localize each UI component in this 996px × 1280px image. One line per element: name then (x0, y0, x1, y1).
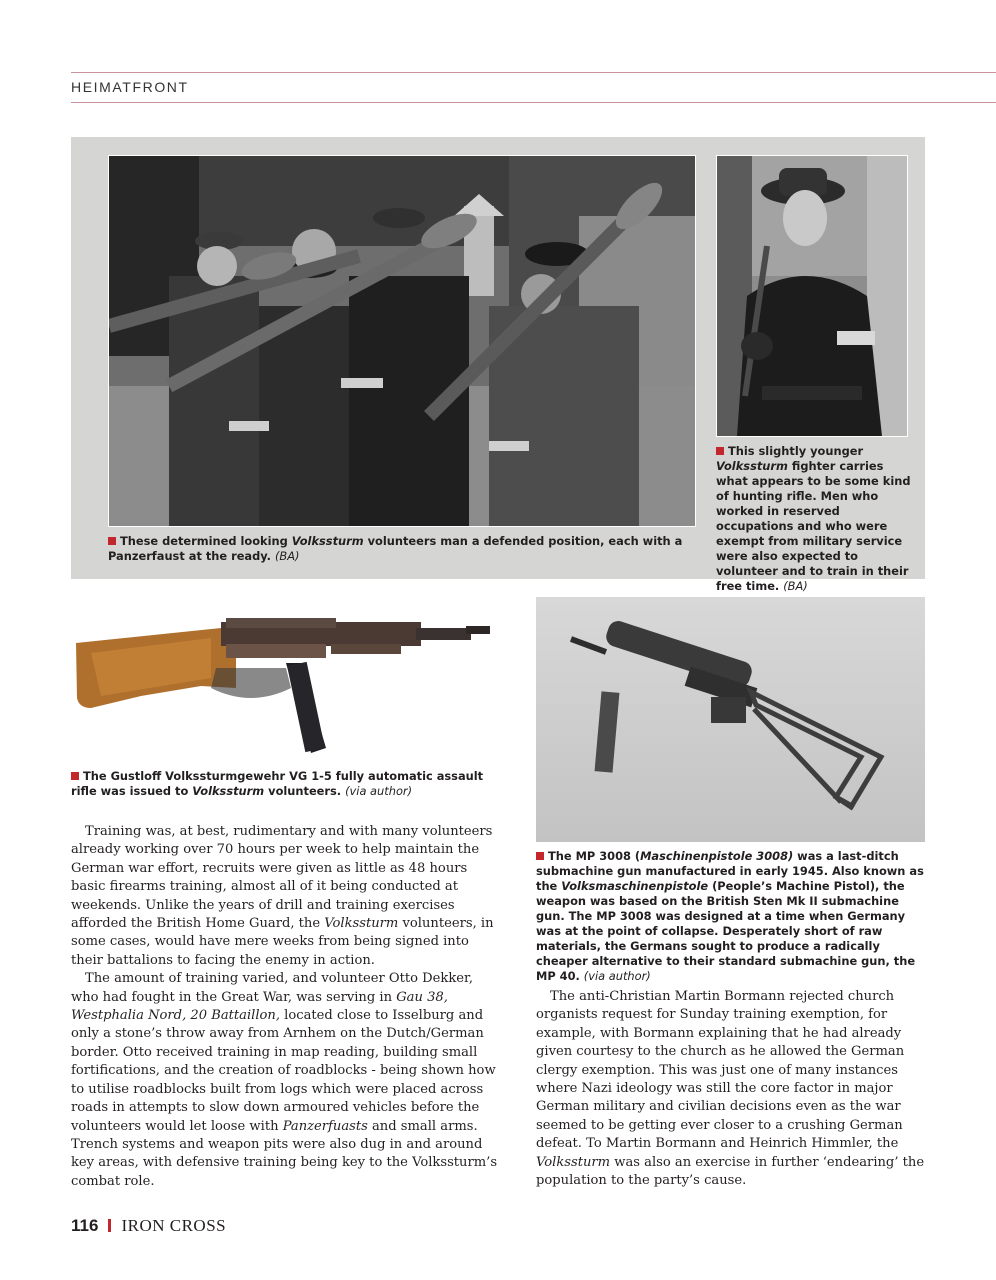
caption-text: volunteers. (264, 784, 346, 798)
caption-emphasis: Maschinenpistole 3008) (640, 849, 794, 863)
paragraph-text: volunteers, in some cases, would have mere weeks from being signed into their battalions to facing the enemy in action. (71, 916, 494, 968)
article-paragraph (71, 970, 503, 1191)
article-left-column (71, 823, 503, 1191)
article-paragraph (536, 988, 925, 1190)
caption-text: The MP 3008 ( (548, 849, 641, 863)
caption-text: fighter carries what appears to be some kind of hunting rifle. Men who worked in reserved occupations and who were exempt from military service were also expected to volunteer and to train in their free time. (716, 459, 911, 593)
caption-text: These determined looking (120, 534, 292, 548)
caption-text: This slightly younger (728, 444, 864, 458)
paragraph-emphasis: Volkssturm (536, 1154, 611, 1170)
caption-text: The Gustloff Volkssturmgewehr VG 1-5 fully automatic assault rifle was issued to (71, 769, 484, 798)
page-number: 116 (71, 1216, 99, 1235)
caption-marker (108, 537, 116, 545)
young-fighter-photo-image (717, 156, 907, 436)
footer-divider (108, 1219, 111, 1232)
caption-marker (71, 772, 79, 780)
caption-emphasis: Volksmaschinenpistole (561, 879, 709, 893)
caption-emphasis: Volkssturm (716, 459, 788, 473)
paragraph-emphasis: Volkssturm (324, 916, 399, 932)
caption-credit: (BA) (274, 549, 300, 563)
rifle-caption (71, 769, 501, 799)
caption-credit: (BA) (783, 579, 808, 593)
caption-marker (536, 852, 544, 860)
smg-caption (536, 849, 925, 984)
caption-credit: (via author) (583, 969, 651, 983)
caption-text: volunteers man a defended position, each with a Panzerfaust at the ready. (108, 534, 683, 563)
paragraph-text: Training was, at best, rudimentary and with many volunteers already working over 70 hours per week to help maintain the German war effort, recruits were given as little as 48 hours basic firearms training, almost all of it being conducted at weekends. Unlike the years of drill and training exercises afforded the British Home Guard, the (71, 824, 493, 932)
header-bottom-rule (71, 102, 996, 103)
paragraph-text: located close to Isselburg and only a stone’s throw away from Arnhem on the Dutch/German border. Otto received training in map reading, building small fortifications, and the creation of roadblocks - being shown how to utilise roadblocks built from logs which were placed across roads in attempts to slow down armoured vehicles before the volunteers would let loose with (71, 1008, 496, 1134)
young-fighter-caption (716, 444, 916, 594)
paragraph-text: was also an exercise in further ‘endearing’ the population to the party’s cause. (536, 1154, 925, 1189)
caption-text: was a last-ditch submachine gun manufactured in early 1945. Also known as the (536, 849, 924, 893)
paragraph-text: The amount of training varied, and volunteer Otto Dekker, who had fought in the Great War, was serving in (71, 971, 474, 1005)
caption-marker (716, 447, 724, 455)
paragraph-emphasis: Panzerfuasts (282, 1118, 368, 1134)
caption-text: (People’s Machine Pistol), the weapon was based on the British Sten Mk II submachine gun. The MP 3008 was designed at a time when Germany was at the point of collapse. Desperately short of raw materials, the Germans sought to produce a radically cheaper alternative to their standard submachine gun, the MP 40. (536, 879, 916, 983)
paragraph-emphasis: Gau 38, Westphalia Nord, 20 Battaillon, (71, 989, 448, 1024)
smg-photo-image (536, 597, 925, 842)
volunteers-photo-image (109, 156, 695, 526)
magazine-name: IRON CROSS (121, 1216, 227, 1235)
rifle-photo-image (71, 608, 501, 758)
article-right-column (536, 988, 925, 1190)
young-fighter-photo (716, 155, 908, 437)
rifle-photo (71, 608, 501, 758)
smg-photo (536, 597, 925, 842)
header-top-rule (71, 72, 996, 73)
page-footer (71, 1216, 226, 1236)
paragraph-text: and small arms. Trench systems and weapon pits were also dug in and around key areas, with defensive training being key to the Volkssturm’s combat role. (71, 1118, 498, 1189)
section-title: HEIMATFRONT (71, 79, 189, 95)
volunteers-caption (108, 534, 694, 564)
caption-emphasis: Volkssturm (291, 534, 364, 548)
volunteers-photo (108, 155, 696, 527)
caption-emphasis: Volkssturm (192, 784, 265, 798)
article-paragraph (71, 823, 503, 970)
paragraph-text: The anti-Christian Martin Bormann rejected church organists request for Sunday training exemption, for example, with Bormann explaining that he had already given courtesy to the church as he allowed the German clergy exemption. This was just one of many instances where Nazi ideology was still the core factor in major German military and civilian decisions even as the war seemed to be getting ever closer to a crushing German defeat. To Martin Bormann and Heinrich Himmler, the (536, 989, 905, 1152)
caption-credit: (via author) (345, 784, 413, 798)
